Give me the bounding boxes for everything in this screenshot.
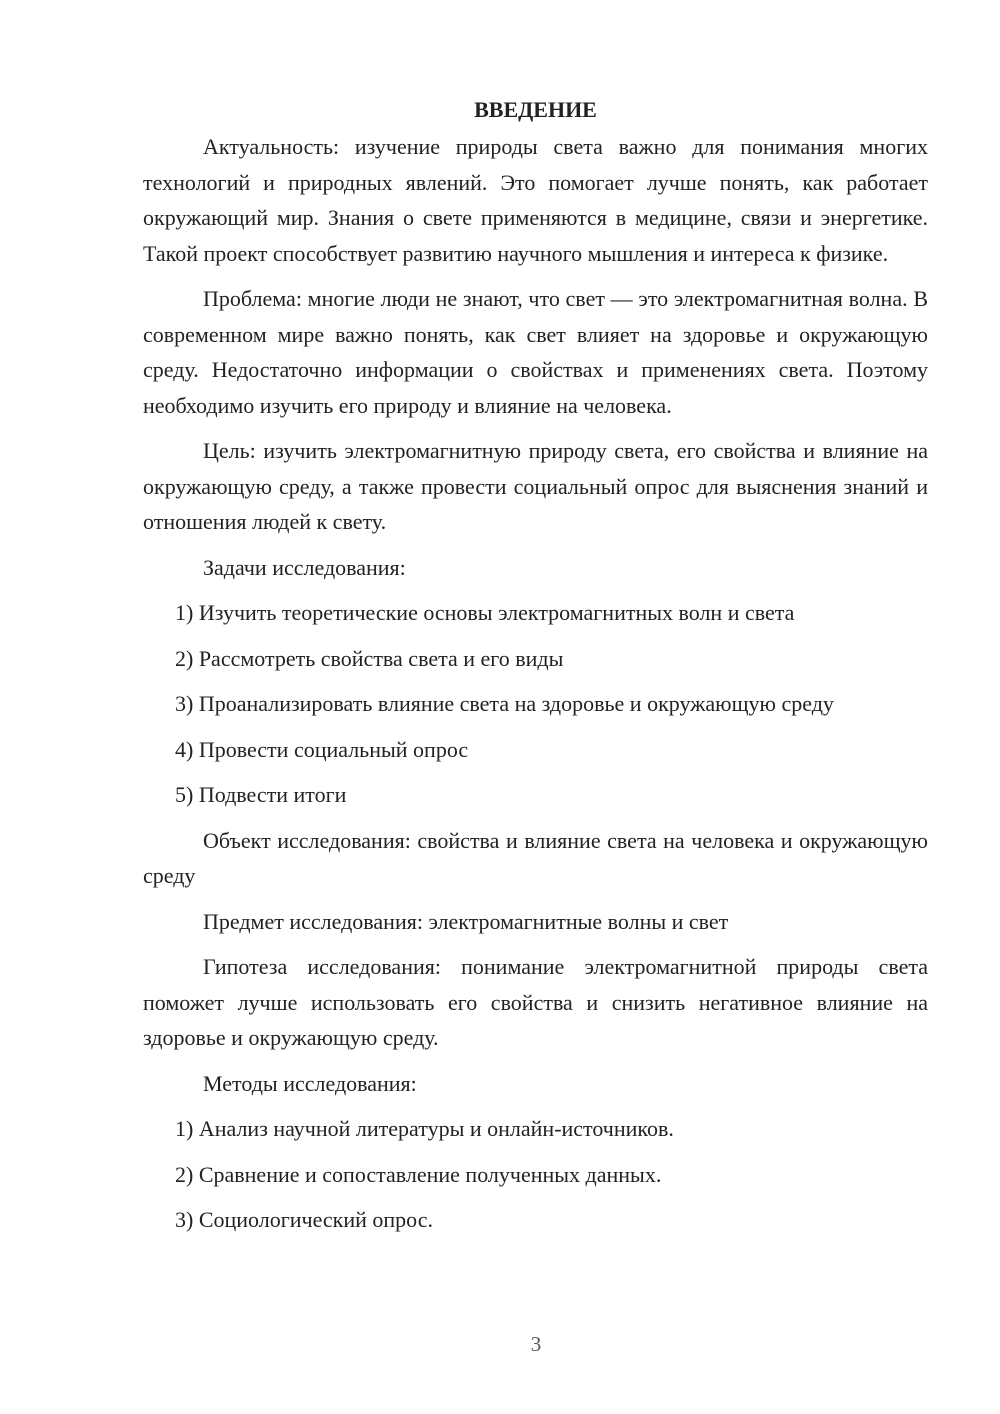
goal-paragraph: Цель: изучить электромагнитную природу света, его свойства и влияние на окружающую среду, а также провести социальный опрос для выяснения знаний и отношения людей к свету. (143, 438, 928, 534)
list-item: 2) Рассмотреть свойства света и его виды (175, 645, 564, 671)
list-item: 5) Подвести итоги (175, 782, 347, 807)
list-item: 3) Социологический опрос. (175, 1207, 433, 1232)
relevance-paragraph: Актуальность: изучение природы света важно для понимания многих технологий и природных явлений. Это помогает лучше понять, как работает окружающий мир. Знания о свете применяются в медицине, связи и энергетике. Такой проект способствует развитию научного мышления и интереса к физике. (143, 134, 928, 266)
tasks-heading: Задачи исследования: (203, 554, 406, 580)
list-item: 2) Сравнение и сопоставление полученных данных. (175, 1161, 662, 1187)
section-title: ВВЕДЕНИЕ (474, 97, 597, 122)
list-item: 1) Изучить теоретические основы электромагнитных волн и света (175, 600, 795, 625)
methods-list (143, 1111, 928, 1238)
page-content (143, 92, 928, 1248)
tasks-list (143, 595, 928, 813)
methods-heading: Методы исследования: (203, 1070, 417, 1096)
list-item: 4) Провести социальный опрос (175, 736, 469, 762)
hypothesis-paragraph: Гипотеза исследования: понимание электромагнитной природы света поможет лучше использовать его свойства и снизить негативное влияние на здоровье и окружающую среду. (143, 954, 928, 1050)
object-paragraph: Объект исследования: свойства и влияние света на человека и окружающую среду (143, 827, 928, 888)
list-item: 3) Проанализировать влияние света на здоровье и окружающую среду (175, 691, 834, 716)
list-item: 1) Анализ научной литературы и онлайн-источников. (175, 1116, 674, 1141)
problem-paragraph: Проблема: многие люди не знают, что свет — это электромагнитная волна. В современном мире важно понять, как свет влияет на здоровье и окружающую среду. Недостаточно информации о свойствах и применениях света. Поэтому необходимо изучить его природу и влияние на человека. (143, 286, 928, 418)
page-number: 3 (530, 1332, 542, 1356)
subject-paragraph: Предмет исследования: электромагнитные волны и свет (203, 908, 729, 934)
